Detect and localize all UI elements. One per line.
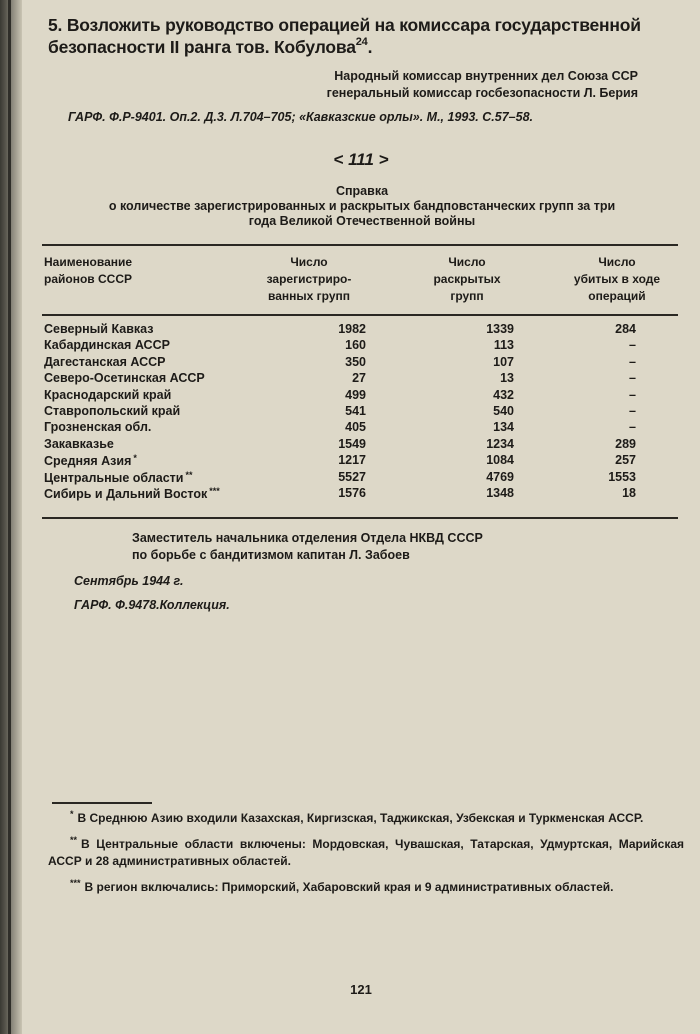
table-row (44, 404, 684, 420)
killed-count (560, 371, 636, 385)
registered-count (270, 355, 366, 369)
signature-block-1 (278, 68, 638, 102)
signature-1-line-1: Народный комиссар внутренних дел Союза ССР (334, 69, 638, 83)
registered-count (270, 486, 366, 500)
killed-count (560, 437, 636, 451)
header-line: групп (450, 289, 484, 303)
header-line: раскрытых (433, 272, 501, 286)
region-name-text: Краснодарский край (44, 387, 172, 402)
killed-count (560, 420, 636, 434)
registered-count (270, 371, 366, 385)
killed-count (560, 338, 636, 352)
source-citation-2: ГАРФ. Ф.9478.Коллекция. (74, 598, 230, 612)
registered-count-text: 160 (345, 338, 366, 353)
registered-count-text: 1217 (338, 453, 366, 468)
document-title-line-1: Справка (335, 184, 389, 198)
table-row (44, 470, 684, 486)
table-body (44, 322, 684, 502)
registered-count-text: 541 (345, 403, 366, 418)
region-name (44, 404, 180, 418)
table-row (44, 437, 684, 453)
region-name-text: Средняя Азия (44, 454, 132, 469)
solved-count-text: 13 (500, 371, 514, 386)
footnote (48, 875, 684, 896)
killed-count (560, 470, 636, 484)
registered-count (270, 388, 366, 402)
source-citation-1: ГАРФ. Ф.Р-9401. Оп.2. Д.3. Л.704–705; «Кавказские орлы». М., 1993. С.57–58. (68, 110, 533, 124)
solved-count-text: 107 (493, 354, 514, 369)
footnote-text: В Центральные области включены: Мордовская, Чувашская, Татарская, Удмуртская, Марийская АССР и 28 административных областей. (48, 837, 684, 868)
document-title-line-2: о количестве зарегистрированных и раскрытых бандповстанческих групп за три (108, 199, 616, 213)
killed-count (560, 486, 636, 500)
registered-count-text: 499 (345, 387, 366, 402)
footnote-mark: *** (209, 485, 220, 496)
region-name-text: Северный Кавказ (44, 322, 154, 336)
killed-count (560, 322, 636, 336)
document-date: Сентябрь 1944 г. (74, 574, 184, 588)
killed-count-text: – (629, 338, 636, 353)
footnote-rule (52, 802, 152, 804)
killed-count (560, 404, 636, 418)
killed-count-text: 18 (622, 485, 636, 500)
solved-count (432, 322, 514, 336)
footnote-mark: *** (70, 878, 81, 888)
footnote-mark: * (133, 453, 137, 464)
registered-count-text: 5527 (338, 469, 366, 484)
region-name (44, 486, 220, 501)
region-name (44, 355, 165, 369)
region-name-text: Центральные области (44, 470, 184, 485)
footnote-mark: ** (70, 835, 78, 845)
table-row (44, 388, 684, 404)
registered-count (270, 322, 366, 336)
header-line: районов СССР (44, 272, 133, 286)
killed-count (560, 388, 636, 402)
registered-count-text: 27 (352, 371, 366, 386)
solved-count (432, 470, 514, 484)
document-title-line-3: года Великой Отечественной войны (248, 214, 476, 228)
solved-count (432, 404, 514, 418)
solved-count (432, 388, 514, 402)
header-line: операций (588, 289, 646, 303)
region-name (44, 420, 151, 434)
table-row (44, 322, 684, 338)
header-region (44, 254, 224, 288)
region-name-text: Северо-Осетинская АССР (44, 371, 205, 386)
header-line: ванных групп (268, 289, 350, 303)
registered-count-text: 405 (345, 420, 366, 435)
registered-count-text: 1576 (338, 485, 366, 500)
region-name (44, 371, 205, 385)
page-number: 121 (350, 982, 372, 997)
solved-count (432, 355, 514, 369)
killed-count-text: – (629, 371, 636, 386)
region-name-text: Кабардинская АССР (44, 338, 170, 353)
killed-count-text: – (629, 420, 636, 435)
footnote-mark: ** (185, 469, 193, 480)
footnote (48, 806, 684, 827)
signature-1-line-2: генеральный комиссар госбезопасности Л. Берия (326, 86, 638, 100)
footnote-mark: * (70, 809, 74, 819)
region-name-text: Сибирь и Дальний Восток (44, 486, 208, 501)
header-killed (552, 254, 682, 305)
solved-count (432, 338, 514, 352)
region-name (44, 470, 192, 485)
registered-count (270, 404, 366, 418)
table-bottom-rule (42, 517, 678, 519)
solved-count-text: 1348 (486, 485, 514, 500)
solved-count (432, 453, 514, 467)
solved-count (432, 371, 514, 385)
solved-count-text: 1339 (486, 322, 514, 336)
region-name (44, 338, 170, 352)
region-name (44, 322, 153, 336)
solved-count-text: 113 (493, 338, 514, 353)
table-row (44, 355, 684, 371)
registered-count-text: 350 (345, 354, 366, 369)
footnote-text: В Среднюю Азию входили Казахская, Киргизская, Таджикская, Узбекская и Туркменская АССР. (77, 811, 644, 825)
header-registered (244, 254, 374, 305)
header-line: Число (448, 255, 486, 269)
registered-count (270, 437, 366, 451)
region-name-text: Грозненская обл. (44, 420, 152, 435)
registered-count (270, 470, 366, 484)
footnote (48, 832, 684, 870)
solved-count (432, 437, 514, 451)
header-line: Число (290, 255, 328, 269)
header-line: Число (598, 255, 636, 269)
region-name (44, 437, 114, 451)
table-row (44, 420, 684, 436)
order-item-5-tail: . (367, 37, 373, 57)
note-reference: 24 (355, 36, 368, 48)
region-name (44, 388, 171, 402)
table-row (44, 338, 684, 354)
header-line: Наименование (44, 255, 133, 269)
header-line: зарегистриро- (266, 272, 352, 286)
table-row (44, 453, 684, 469)
registered-count (270, 453, 366, 467)
solved-count (432, 486, 514, 500)
solved-count-text: 432 (493, 387, 514, 402)
footnote-text: В регион включались: Приморский, Хабаровский края и 9 административных областей. (84, 880, 614, 894)
table-top-rule (42, 244, 678, 246)
solved-count-text: 1084 (486, 453, 514, 468)
table-header-rule (42, 314, 678, 316)
order-item-5 (48, 14, 678, 58)
killed-count (560, 355, 636, 369)
signature-block-2 (132, 530, 592, 564)
document-title (42, 184, 682, 229)
solved-count (432, 420, 514, 434)
header-solved (402, 254, 532, 305)
killed-count-text: – (629, 387, 636, 402)
document-number: < 111 > (333, 150, 389, 169)
killed-count-text: 1553 (608, 469, 636, 484)
killed-count-text: – (629, 354, 636, 369)
spine-stripe (8, 0, 11, 1034)
book-spine-edge (0, 0, 22, 1034)
registered-count-text: 1982 (338, 322, 366, 336)
table-row (44, 486, 684, 502)
killed-count-text: 289 (615, 436, 636, 451)
solved-count-text: 134 (493, 420, 514, 435)
table-row (44, 371, 684, 387)
killed-count-text: – (629, 403, 636, 418)
solved-count-text: 540 (493, 403, 514, 418)
registered-count (270, 420, 366, 434)
footnotes (48, 806, 684, 901)
header-line: убитых в ходе (573, 272, 661, 286)
region-name (44, 453, 137, 468)
killed-count-text: 284 (615, 322, 636, 336)
killed-count (560, 453, 636, 467)
killed-count-text: 257 (615, 453, 636, 468)
order-item-5-text: 5. Возложить руководство операцией на комиссара государственной безопасности II ранга тов. Кобулова (48, 15, 641, 57)
registered-count (270, 338, 366, 352)
signature-2-line-1: Заместитель начальника отделения Отдела НКВД СССР (132, 531, 483, 545)
solved-count-text: 1234 (486, 436, 514, 451)
solved-count-text: 4769 (486, 469, 514, 484)
signature-2-line-2: по борьбе с бандитизмом капитан Л. Забоев (132, 548, 410, 562)
region-name-text: Дагестанская АССР (44, 354, 166, 369)
region-name-text: Ставропольский край (44, 403, 181, 418)
book-page (22, 0, 700, 1034)
region-name-text: Закавказье (44, 436, 114, 451)
registered-count-text: 1549 (338, 436, 366, 451)
